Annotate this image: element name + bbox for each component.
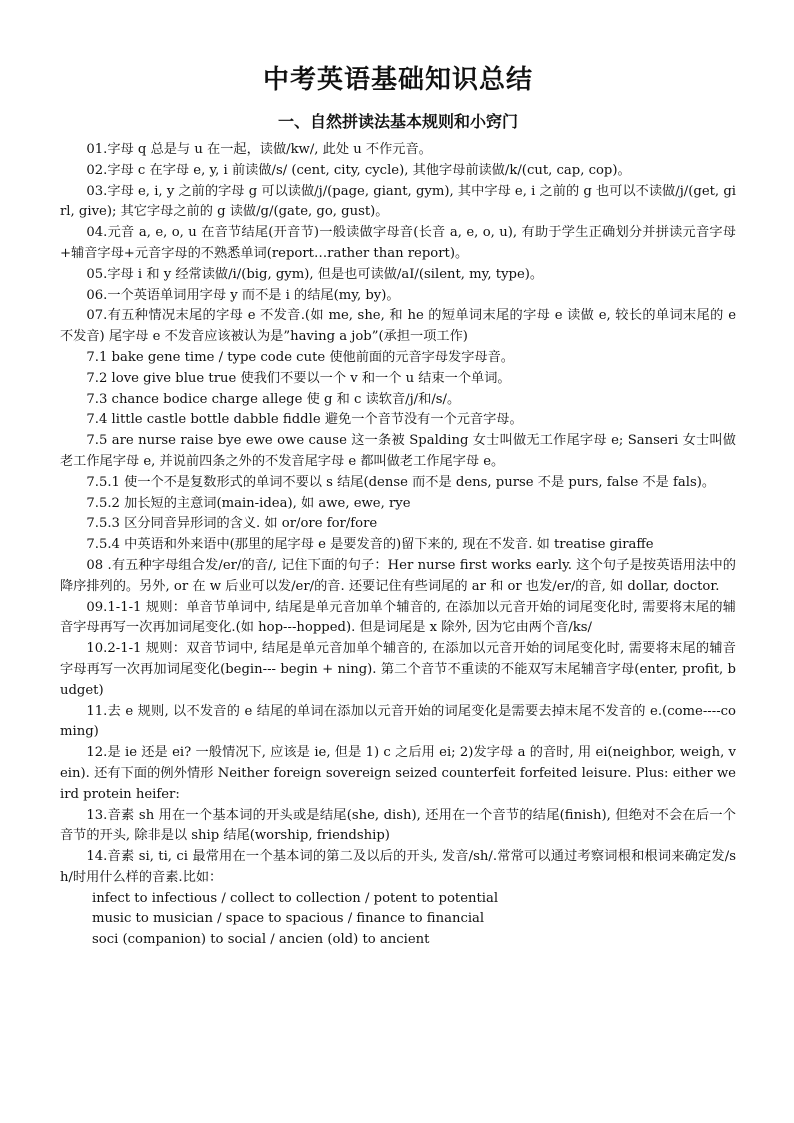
paragraph: 10.2-1-1 规则：双音节词中, 结尾是单元音加单个辅音的, 在添加以元音开始的词尾变化时, 需要将末尾的辅音字母再写一次再加词尾变化(begin--- begin + ning). 第二个音节不重读的不能双写末尾辅音字母(enter, profit, budget): [60, 641, 736, 698]
paragraph: 09.1-1-1 规则：单音节单词中, 结尾是单元音加单个辅音的, 在添加以元音开始的词尾变化时, 需要将末尾的辅音字母再写一次再加词尾变化.(如 hop---hopped). 但是词尾是 x 除外, 因为它由两个音/ks/: [60, 599, 736, 636]
section-title: 一、自然拼读法基本规则和小窍门: [277, 112, 518, 131]
paragraph: 7.3 chance bodice charge allege 使 g 和 c 读软音/j/和/s/。: [86, 391, 461, 407]
paragraph: 06.一个英语单词用字母 y 而不是 i 的结尾(my, by)。: [86, 287, 400, 303]
paragraph: 7.5 are nurse raise bye ewe owe cause 这一条被 Spalding 女士叫做无工作尾字母 e; Sanseri 女士叫做老工作尾字母 e, 并说前四条之外的不发音尾字母 e 都叫做老工作尾字母 e。: [60, 433, 736, 469]
paragraph: 7.1 bake gene time / type code cute 使他前面的元音字母发字母音。: [86, 349, 514, 365]
paragraph: 7.5.3 区分同音异形词的含义. 如 or/ore for/fore: [86, 516, 378, 532]
paragraph: 12.是 ie 还是 ei? 一般情况下, 应该是 ie, 但是 1) c 之后用 ei; 2)发字母 a 的音时, 用 ei(neighbor, weigh, vein). 还有下面的例外情形 Neither foreign sovereign seized counterfeit forfeited leisure. Plus: either weird protein heifer:: [60, 745, 736, 802]
document-body: [60, 140, 736, 951]
paragraph: 7.5.1 使一个不是复数形式的单词不要以 s 结尾(dense 而不是 dens, purse 不是 purs, false 不是 fals)。: [86, 474, 716, 490]
paragraph: 01.字母 q 总是与 u 在一起，读做/kw/, 此处 u 不作元音。: [86, 142, 432, 157]
paragraph: 05.字母 i 和 y 经常读做/i/(big, gym), 但是也可读做/aI/(silent, my, type)。: [86, 266, 544, 282]
page-title: 中考英语基础知识总结: [262, 65, 533, 95]
paragraph: 13.音素 sh 用在一个基本词的开头或是结尾(she, dish), 还用在一个音节的结尾(finish), 但绝对不会在后一个音节的开头, 除非是以 ship 结尾(worship, friendship): [60, 807, 736, 844]
paragraph: 08 .有五种字母组合发/er/的音/, 记住下面的句子：Her nurse first works early. 这个句子是按英语用法中的降序排列的。另外, or 在 w 后业可以发/er/的音. 还要记住有些词尾的 ar 和 or 也发/er/的音, 如 dollar, doctor.: [60, 557, 736, 594]
paragraph: 7.2 love give blue true 使我们不要以一个 v 和一个 u 结束一个单词。: [86, 370, 511, 386]
example-line: soci (companion) to social / ancien (old) to ancient: [92, 932, 430, 948]
paragraph: 7.5.4 中英语和外来语中(那里的尾字母 e 是要发音的)留下来的, 现在不发音. 如 treatise giraffe: [86, 537, 654, 553]
paragraph: 02.字母 c 在字母 e, y, i 前读做/s/ (cent, city, cycle), 其他字母前读做/k/(cut, cap, cop)。: [86, 162, 631, 178]
paragraph: 7.5.2 加长短的主意词(main-idea), 如 awe, ewe, rye: [86, 495, 411, 511]
paragraph: 14.音素 si, ti, ci 最常用在一个基本词的第二及以后的开头, 发音/sh/.常常可以通过考察词根和根词来确定发/sh/时用什么样的音素.比如：: [60, 849, 736, 885]
paragraph: 04.元音 a, e, o, u 在音节结尾(开音节)一般读做字母音(长音 a, e, o, u), 有助于学生正确划分并拼读元音字母+辅音字母+元音字母的不熟悉单词(report…rather than report)。: [60, 225, 736, 261]
paragraph: 03.字母 e, i, y 之前的字母 g 可以读做/j/(page, giant, gym), 其中字母 e, i 之前的 g 也可以不读做/j/(get, girl, give); 其它字母之前的 g 读做/g/(gate, go, gust)。: [60, 183, 736, 220]
paragraph: 11.去 e 规则, 以不发音的 e 结尾的单词在添加以元音开始的词尾变化是需要去掉末尾不发音的 e.(come----coming): [60, 703, 736, 740]
example-line: music to musician / space to spacious / finance to financial: [92, 911, 485, 927]
paragraph: 7.4 little castle bottle dabble fiddle 避免一个音节没有一个元音字母。: [86, 412, 523, 428]
example-line: infect to infectious / collect to collection / potent to potential: [92, 890, 499, 906]
paragraph: 07.有五种情况末尾的字母 e 不发音.(如 me, she, 和 he 的短单词末尾的字母 e 读做 e, 较长的单词末尾的 e 不发音) 尾字母 e 不发音应该被认为是”having a job”(承担一项工作): [60, 308, 736, 345]
